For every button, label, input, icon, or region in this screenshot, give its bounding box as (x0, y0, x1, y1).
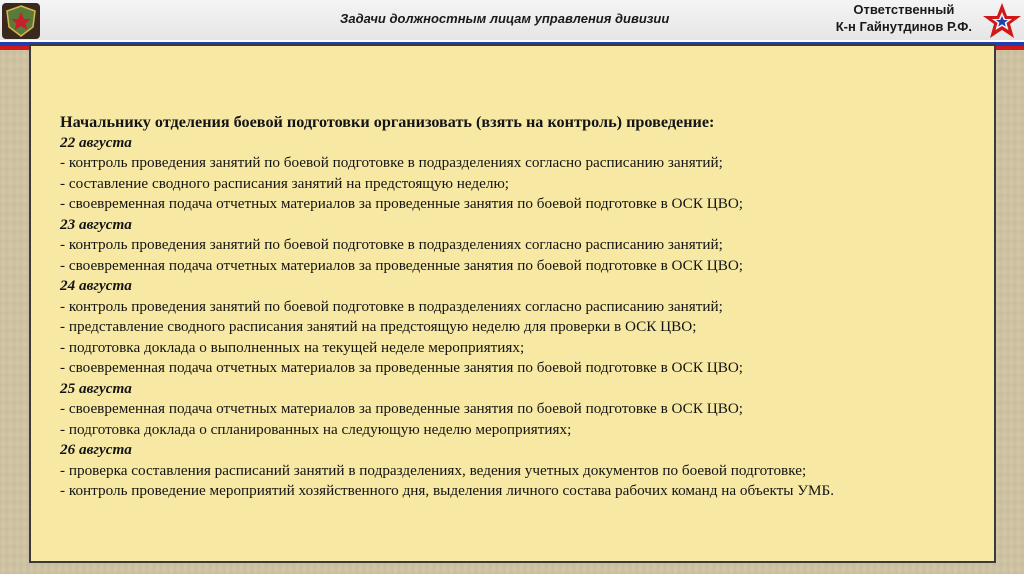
task-item: - представление сводного расписания занятий на предстоящую неделю для проверки в ОСК ЦВО; (60, 318, 697, 335)
task-item: - контроль проведения занятий по боевой подготовке в подразделениях согласно расписанию занятий; (60, 297, 723, 315)
task-item: - проверка составления расписаний занятий в подразделениях, ведения учетных документов по боевой подготовке; (60, 461, 807, 479)
date-23: 23 августа (60, 215, 132, 233)
division-emblem-icon (2, 3, 40, 39)
tasks-text (60, 112, 960, 502)
task-item: - составление сводного расписания занятий на предстоящую неделю; (60, 174, 510, 192)
task-item: - своевременная подача отчетных материалов за проведенные занятия по боевой подготовке в ОСК ЦВО; (60, 400, 744, 417)
task-item: - подготовка доклада о выполненных на текущей неделе мероприятиях; (60, 338, 525, 356)
responsible-label: Ответственный (853, 2, 955, 17)
date-22: 22 августа (60, 133, 132, 151)
task-item: - контроль проведения занятий по боевой подготовке в подразделениях согласно расписанию занятий; (60, 236, 723, 253)
responsible-block (836, 1, 972, 35)
task-item: - своевременная подача отчетных материалов за проведенные занятия по боевой подготовке в ОСК ЦВО; (60, 256, 744, 274)
task-item: - контроль проведения занятий по боевой подготовке в подразделениях согласно расписанию занятий; (60, 154, 723, 171)
date-25: 25 августа (60, 379, 132, 397)
task-item: - своевременная подача отчетных материалов за проведенные занятия по боевой подготовке в ОСК ЦВО; (60, 359, 744, 376)
task-item: - своевременная подача отчетных материалов за проведенные занятия по боевой подготовке в ОСК ЦВО; (60, 195, 744, 212)
tasks-heading: Начальнику отделения боевой подготовки организовать (взять на контроль) проведение: (60, 113, 715, 131)
task-item: - контроль проведение мероприятий хозяйственного дня, выделения личного состава рабочих команд на объекты УМБ. (60, 482, 835, 499)
date-26: 26 августа (60, 441, 132, 458)
red-star-icon (982, 2, 1022, 42)
date-24: 24 августа (60, 277, 132, 294)
task-item: - подготовка доклада о спланированных на следующую неделю мероприятиях; (60, 420, 572, 438)
header-title: Задачи должностным лицам управления дивизии (340, 11, 670, 26)
responsible-name: К-н Гайнутдинов Р.Ф. (835, 19, 972, 34)
